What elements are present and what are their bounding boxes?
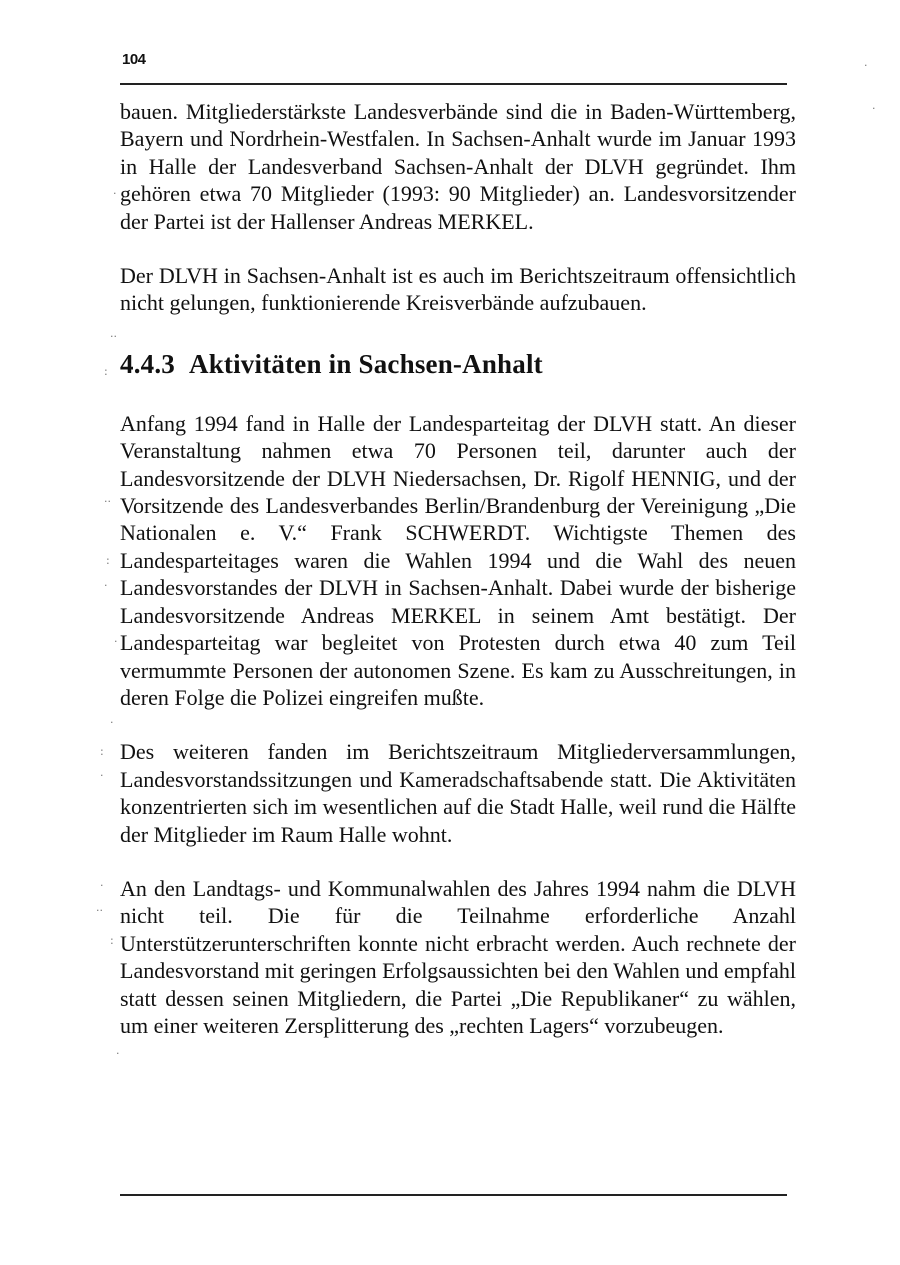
scan-speck: : <box>110 934 114 947</box>
scan-speck: ·· <box>104 495 111 508</box>
scan-speck: : <box>100 745 104 758</box>
scan-speck: · <box>116 1047 120 1060</box>
paragraph-3: Anfang 1994 fand in Halle der Landesparteitag der DLVH statt. An dieser Veranstaltung nahmen etwa 70 Personen teil, darunter auch der Landesvorsitzende der DLVH Niedersachsen, Dr. Rigolf HENNIG, und der Vorsitzende des Landesverbandes Berlin/Brandenburg der Vereinigung „Die Nationalen e. V.“ Frank SCHWERDT. Wichtigste Themen des Landesparteitages waren die Wahlen 1994 und die Wahl des neuen Landesvorstandes der DLVH in Sachsen-Anhalt. Dabei wurde der bisherige Landesvorsitzende Andreas MERKEL in seinem Amt bestätigt. Der Landesparteitag war begleitet von Protesten durch etwa 40 zum Teil vermummte Personen der autonomen Szene. Es kam zu Ausschreitungen, in deren Folge die Polizei eingreifen mußte. <box>120 410 796 710</box>
scan-speck: : <box>104 365 108 378</box>
page-number: 104 <box>122 51 146 68</box>
scan-speck: · <box>100 769 104 782</box>
scan-speck: · <box>114 635 118 648</box>
header-rule <box>120 83 787 85</box>
scan-speck: ·· <box>96 904 103 917</box>
paragraph-2: Der DLVH in Sachsen-Anhalt ist es auch im Berichtszeitraum offensichtlich nicht gelungen, funktionierende Kreisverbände aufzubauen. <box>120 263 796 316</box>
scan-speck: · <box>113 187 117 200</box>
paragraph-4: Des weiteren fanden im Berichtszeitraum Mitgliederversammlungen, Landesvorstandssitzungen und Kameradschaftsabende statt. Die Aktivitäten konzentrierten sich im wesentlichen auf die Stadt Halle, weil rund die Hälfte der Mitglieder im Raum Halle wohnt. <box>120 739 796 847</box>
scan-speck: · <box>110 716 114 729</box>
scan-speck: · <box>864 59 868 72</box>
paragraph-5: An den Landtags- und Kommunalwahlen des Jahres 1994 nahm die DLVH nicht teil. Die für die Teilnahme erforderliche Anzahl Unterstützerunterschriften konnte nicht erbracht werden. Auch rechnete der Landesvorstand mit geringen Erfolgsaussichten bei den Wahlen und empfahl statt dessen seinen Mitgliedern, die Partei „Die Republikaner“ zu wählen, um einer weiteren Zersplitterung des „rechten Lagers“ vorzubeugen. <box>120 875 796 1038</box>
section-number: 4.4.3 <box>120 348 175 379</box>
section-title: Aktivitäten in Sachsen-Anhalt <box>189 348 543 379</box>
footer-rule <box>120 1194 787 1196</box>
scan-speck: : <box>106 554 110 567</box>
paragraph-1: bauen. Mitgliederstärkste Landesverbände sind die in Baden-Württemberg, Bayern und Nordrhein-Westfalen. In Sachsen-Anhalt wurde im Januar 1993 in Halle der Landesverband Sachsen-Anhalt der DLVH gegründet. Ihm gehören etwa 70 Mitglieder (1993: 90 Mitglieder) an. Landesvorsitzender der Partei ist der Hallenser Andreas MERKEL. <box>120 99 796 234</box>
section-heading <box>120 347 796 381</box>
scan-speck: ·· <box>110 330 117 343</box>
scan-speck: · <box>104 579 108 592</box>
body-text <box>120 98 796 1039</box>
scan-speck: · <box>100 879 104 892</box>
scan-speck: · <box>872 102 876 115</box>
